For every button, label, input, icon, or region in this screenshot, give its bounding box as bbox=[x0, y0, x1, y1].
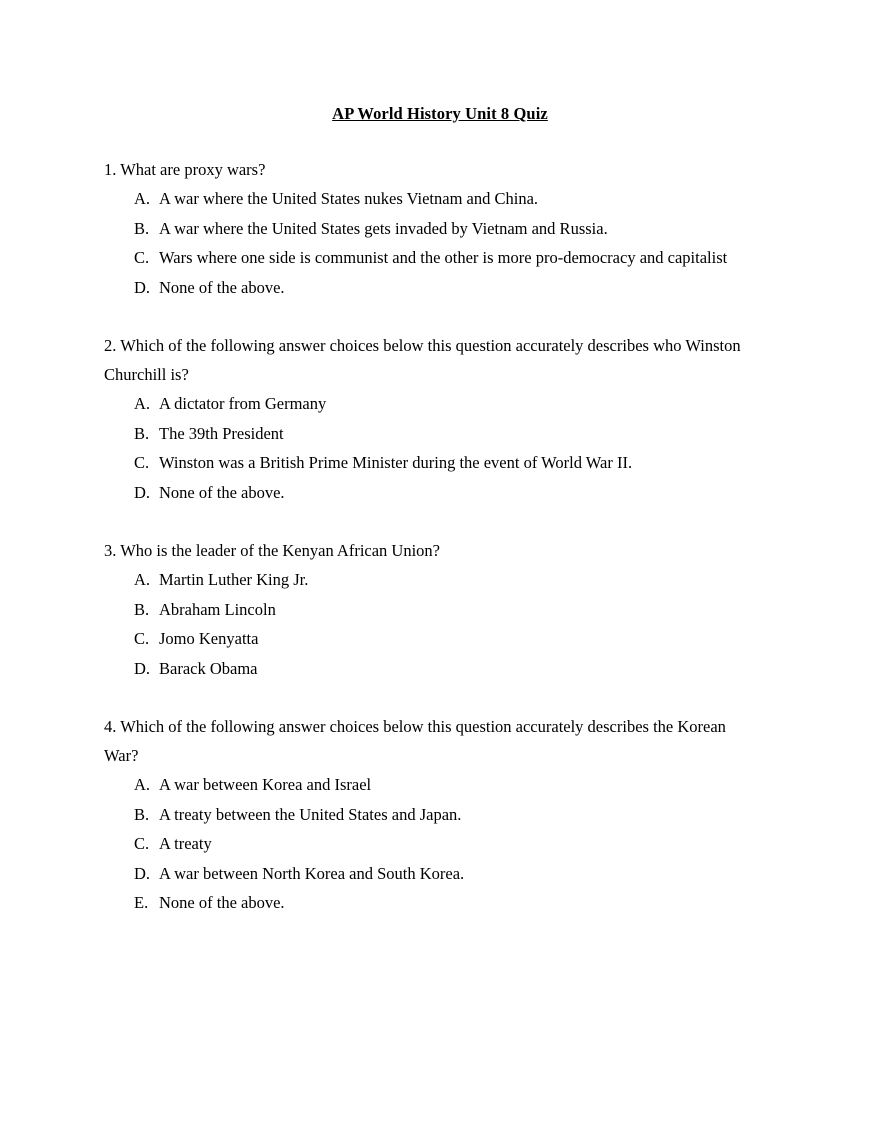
choice-text: Abraham Lincoln bbox=[159, 599, 276, 619]
question-block-2 bbox=[104, 331, 776, 507]
choice-letter: D. bbox=[134, 482, 151, 502]
choice-list bbox=[104, 770, 776, 918]
question-prompt: 3. Who is the leader of the Kenyan African Union? bbox=[104, 541, 441, 560]
choice-option[interactable] bbox=[104, 888, 776, 918]
question-block-4 bbox=[104, 712, 776, 918]
choice-text: A war where the United States nukes Vietnam and China. bbox=[159, 189, 539, 208]
choice-option[interactable] bbox=[104, 654, 776, 684]
question-prompt: 4. Which of the following answer choices below this question accurately describes the Korean War? bbox=[104, 717, 726, 765]
choice-text: None of the above. bbox=[159, 893, 285, 912]
choice-letter: C. bbox=[134, 834, 150, 853]
choice-text: Winston was a British Prime Minister during the event of World War II. bbox=[159, 453, 633, 472]
choice-letter: B. bbox=[134, 218, 150, 238]
choice-text: A treaty bbox=[159, 834, 212, 853]
choice-letter: A. bbox=[134, 775, 151, 794]
spacer bbox=[104, 507, 776, 536]
choice-letter: A. bbox=[134, 570, 151, 589]
choice-text: None of the above. bbox=[159, 277, 285, 297]
choice-letter: D. bbox=[134, 658, 151, 678]
choice-option[interactable] bbox=[104, 595, 776, 625]
choice-letter: B. bbox=[134, 599, 150, 619]
choice-letter: D. bbox=[134, 863, 151, 883]
choice-letter: C. bbox=[134, 453, 150, 472]
choice-text: The 39th President bbox=[159, 423, 284, 443]
choice-option[interactable] bbox=[104, 389, 776, 419]
choice-letter: A. bbox=[134, 189, 151, 208]
choice-letter: A. bbox=[134, 394, 151, 413]
page-title: AP World History Unit 8 Quiz bbox=[332, 104, 548, 123]
choice-option[interactable] bbox=[104, 419, 776, 449]
choice-text: Wars where one side is communist and the other is more pro-democracy and capitalist bbox=[159, 248, 728, 267]
spacer bbox=[104, 302, 776, 331]
spacer bbox=[104, 124, 776, 155]
choice-text: A treaty between the United States and Japan. bbox=[159, 804, 462, 824]
choice-letter: D. bbox=[134, 277, 151, 297]
choice-option[interactable] bbox=[104, 859, 776, 889]
choice-option[interactable] bbox=[104, 448, 776, 478]
choice-letter: C. bbox=[134, 248, 150, 267]
choice-option[interactable] bbox=[104, 243, 776, 273]
choice-option[interactable] bbox=[104, 478, 776, 508]
choice-text: Jomo Kenyatta bbox=[159, 629, 259, 648]
choice-text: A war between Korea and Israel bbox=[159, 775, 372, 794]
choice-list bbox=[104, 565, 776, 683]
question-block-3 bbox=[104, 536, 776, 683]
choice-text: A war between North Korea and South Korea. bbox=[159, 863, 465, 883]
choice-option[interactable] bbox=[104, 800, 776, 830]
question-prompt: 1. What are proxy wars? bbox=[104, 160, 266, 179]
choice-option[interactable] bbox=[104, 184, 776, 214]
choice-option[interactable] bbox=[104, 214, 776, 244]
choice-text: A dictator from Germany bbox=[159, 394, 327, 413]
choice-text: Barack Obama bbox=[159, 658, 258, 678]
choice-text: None of the above. bbox=[159, 482, 285, 502]
choice-option[interactable] bbox=[104, 624, 776, 654]
choice-letter: B. bbox=[134, 423, 150, 443]
choice-option[interactable] bbox=[104, 273, 776, 303]
question-prompt: 2. Which of the following answer choices below this question accurately describes who Winston Churchill is? bbox=[104, 336, 741, 384]
choice-letter: B. bbox=[134, 804, 150, 824]
choice-option[interactable] bbox=[104, 829, 776, 859]
choice-option[interactable] bbox=[104, 565, 776, 595]
choice-text: Martin Luther King Jr. bbox=[159, 570, 309, 589]
choice-letter: E. bbox=[134, 893, 149, 912]
choice-list bbox=[104, 184, 776, 302]
choice-text: A war where the United States gets invaded by Vietnam and Russia. bbox=[159, 218, 608, 238]
question-block-1 bbox=[104, 155, 776, 302]
spacer bbox=[104, 683, 776, 712]
choice-list bbox=[104, 389, 776, 507]
choice-option[interactable] bbox=[104, 770, 776, 800]
choice-letter: C. bbox=[134, 629, 150, 648]
